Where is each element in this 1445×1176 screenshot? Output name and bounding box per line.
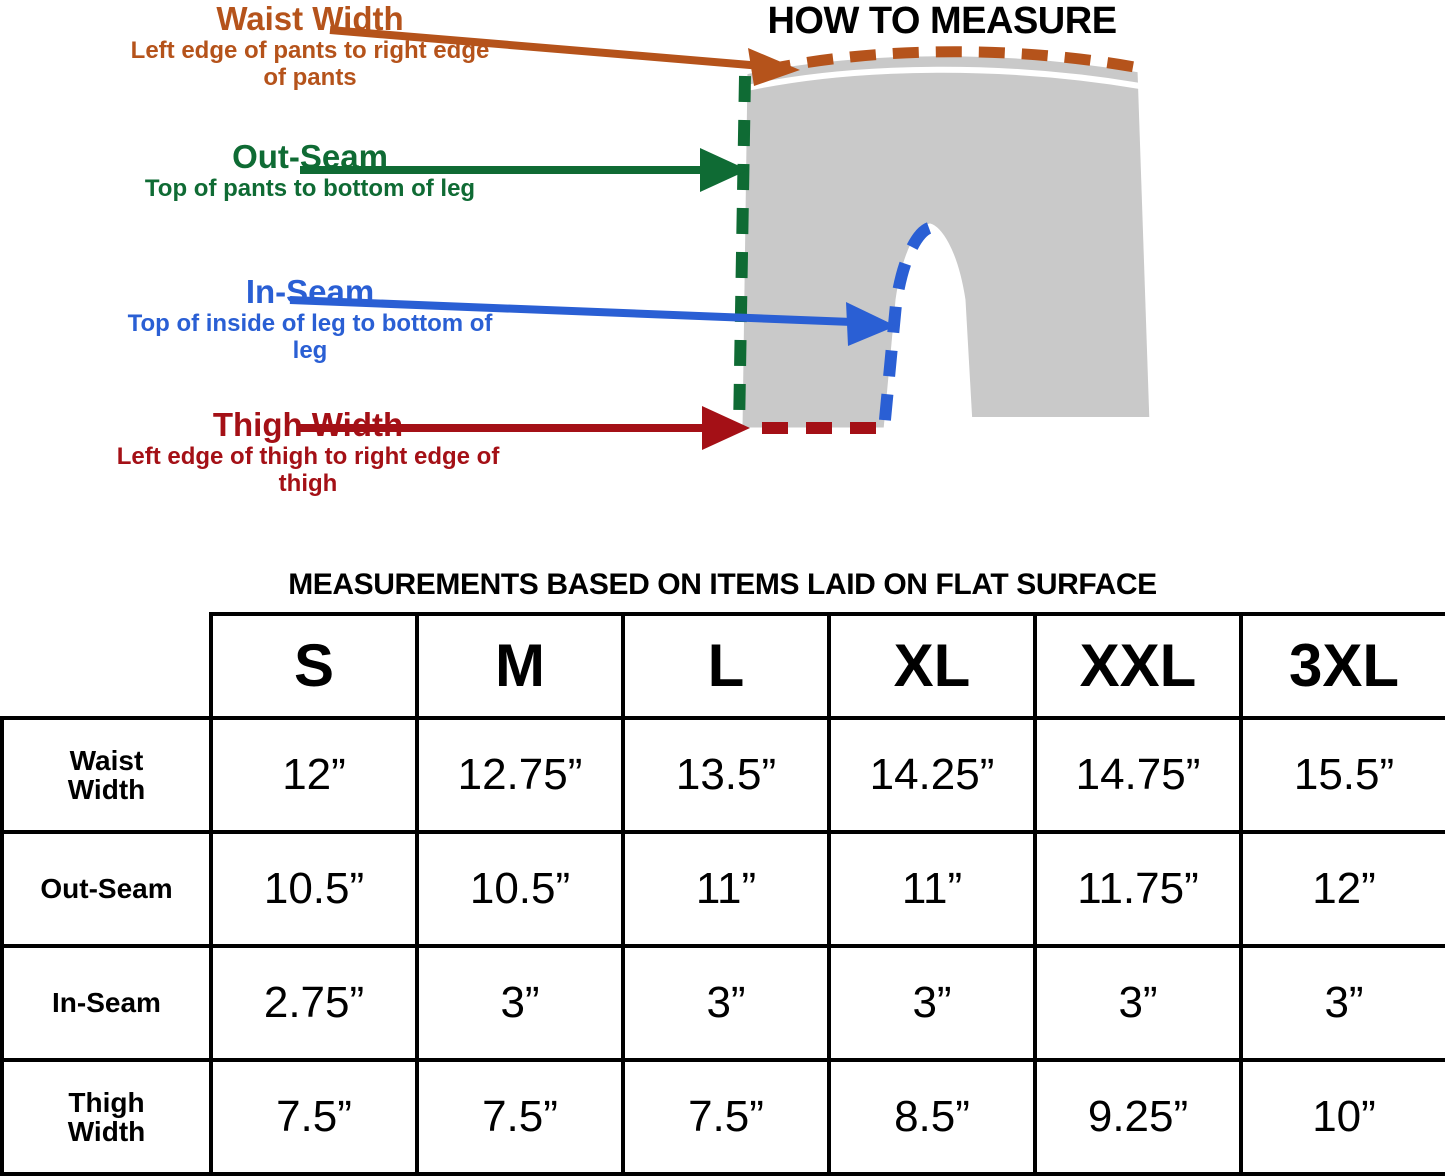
cell-waist-s: 12” bbox=[211, 718, 417, 832]
row-label-out-seam: Out-Seam bbox=[2, 832, 211, 946]
callout-thigh-title: Thigh Width bbox=[212, 406, 404, 443]
table-caption: MEASUREMENTS BASED ON ITEMS LAID ON FLAT SURFACE bbox=[288, 568, 1157, 601]
cell-waist-l: 13.5” bbox=[623, 718, 829, 832]
callout-in-seam bbox=[120, 275, 500, 364]
cell-waist-3xl: 15.5” bbox=[1241, 718, 1445, 832]
shorts-shape bbox=[740, 54, 1152, 430]
table-row bbox=[2, 718, 1445, 832]
table-row bbox=[2, 946, 1445, 1060]
column-header-xxl: XXL bbox=[1035, 614, 1241, 718]
cell-outseam-xxl: 11.75” bbox=[1035, 832, 1241, 946]
column-header-s: S bbox=[211, 614, 417, 718]
page-title: HOW TO MEASURE bbox=[767, 0, 1117, 42]
table-corner-cell bbox=[2, 614, 211, 718]
cell-waist-xl: 14.25” bbox=[829, 718, 1035, 832]
callout-outseam-title: Out-Seam bbox=[232, 138, 388, 175]
cell-inseam-xl: 3” bbox=[829, 946, 1035, 1060]
cell-outseam-3xl: 12” bbox=[1241, 832, 1445, 946]
row-label-line-1: Thigh bbox=[68, 1086, 145, 1118]
row-label-in-seam: In-Seam bbox=[2, 946, 211, 1060]
cell-thigh-xxl: 9.25” bbox=[1035, 1060, 1241, 1174]
cell-inseam-l: 3” bbox=[623, 946, 829, 1060]
cell-inseam-xxl: 3” bbox=[1035, 946, 1241, 1060]
column-header-3xl: 3XL bbox=[1241, 614, 1445, 718]
cell-outseam-l: 11” bbox=[623, 832, 829, 946]
callout-outseam-description: Top of pants to bottom of leg bbox=[144, 174, 476, 202]
column-header-m: M bbox=[417, 614, 623, 718]
row-label-line-2: Width bbox=[67, 1116, 146, 1147]
cell-thigh-s: 7.5” bbox=[211, 1060, 417, 1174]
table-row bbox=[2, 832, 1445, 946]
column-header-l: L bbox=[623, 614, 829, 718]
size-chart-table bbox=[0, 612, 1445, 1176]
row-label-line-2: Width bbox=[67, 774, 146, 805]
callout-waist-title: Waist Width bbox=[216, 0, 404, 37]
cell-inseam-m: 3” bbox=[417, 946, 623, 1060]
callout-waist-width bbox=[120, 2, 500, 91]
cell-outseam-xl: 11” bbox=[829, 832, 1035, 946]
row-label-thigh-width bbox=[2, 1060, 211, 1174]
cell-thigh-l: 7.5” bbox=[623, 1060, 829, 1174]
callout-inseam-description: Top of inside of leg to bottom of leg bbox=[127, 309, 493, 364]
how-to-measure-diagram bbox=[0, 0, 1445, 568]
cell-inseam-s: 2.75” bbox=[211, 946, 417, 1060]
callout-out-seam bbox=[130, 140, 490, 203]
cell-thigh-3xl: 10” bbox=[1241, 1060, 1445, 1174]
cell-inseam-3xl: 3” bbox=[1241, 946, 1445, 1060]
cell-outseam-s: 10.5” bbox=[211, 832, 417, 946]
cell-outseam-m: 10.5” bbox=[417, 832, 623, 946]
row-label-waist-width bbox=[2, 718, 211, 832]
cell-thigh-xl: 8.5” bbox=[829, 1060, 1035, 1174]
column-header-xl: XL bbox=[829, 614, 1035, 718]
cell-waist-xxl: 14.75” bbox=[1035, 718, 1241, 832]
callout-inseam-title: In-Seam bbox=[245, 273, 375, 310]
cell-waist-m: 12.75” bbox=[417, 718, 623, 832]
table-row bbox=[2, 1060, 1445, 1174]
size-chart-section bbox=[0, 568, 1445, 1176]
callout-thigh-width bbox=[108, 408, 508, 497]
row-label-line-1: Waist bbox=[69, 744, 144, 776]
callout-thigh-description: Left edge of thigh to right edge of thigh bbox=[116, 442, 500, 497]
table-header-row bbox=[2, 614, 1445, 718]
cell-thigh-m: 7.5” bbox=[417, 1060, 623, 1174]
callout-waist-description: Left edge of pants to right edge of pants bbox=[130, 36, 490, 91]
